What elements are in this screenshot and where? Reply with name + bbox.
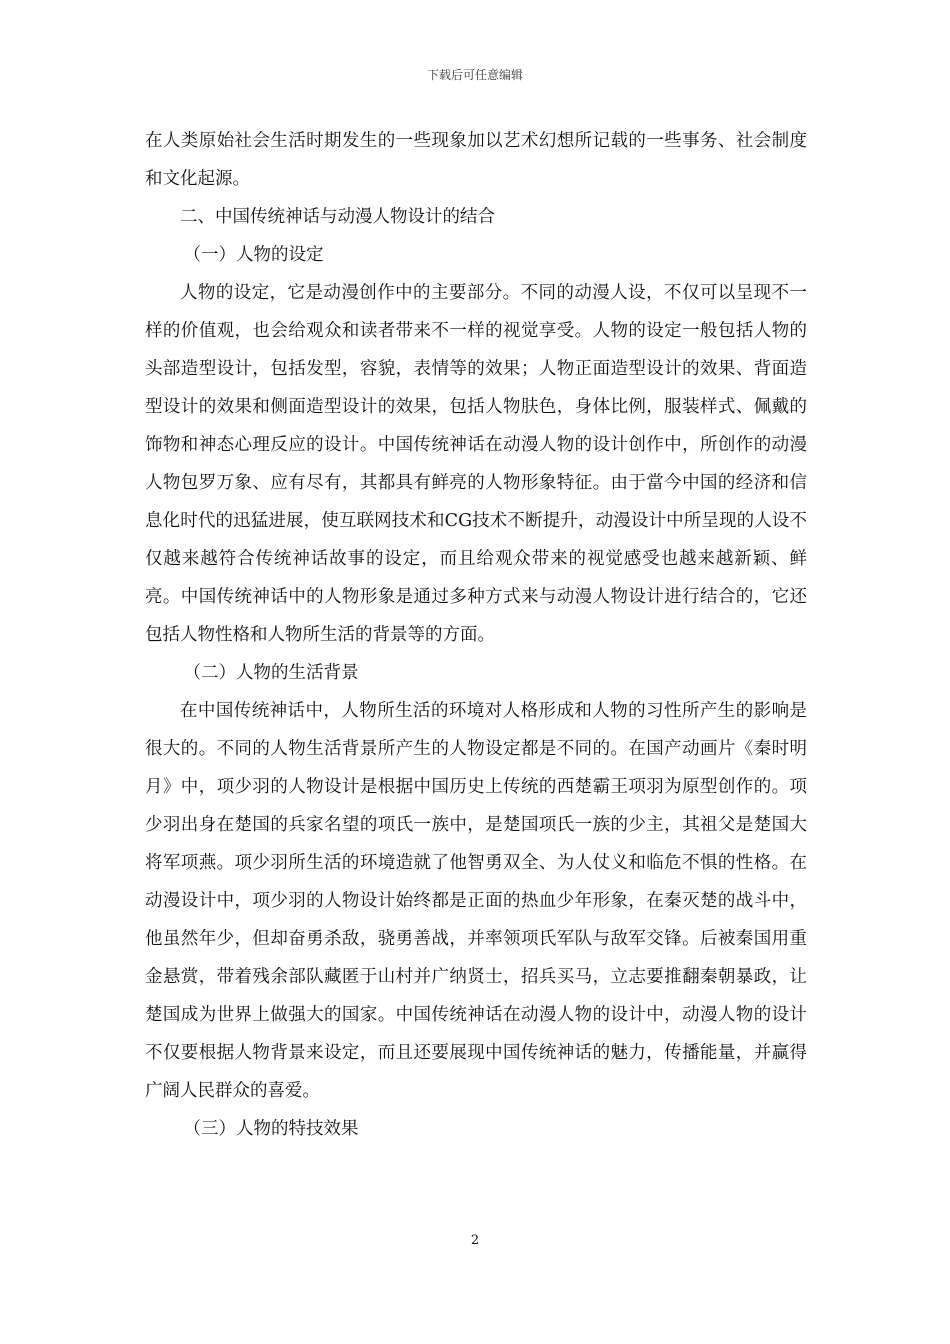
page-number: 2 (470, 1233, 480, 1248)
paragraph-character-setting: 人物的设定，它是动漫创作中的主要部分。不同的动漫人设，不仅可以呈现不一样的价值观，也会给观众和读者带来不一样的视觉享受。人物的设定一般包括人物的头部造型设计，包括发型，容貌，表情等的效果；人物正面造型设计的效果、背面造型设计的效果和侧面造型设计的效果，包括人物肤色，身体比例，服装样式、佩戴的饰物和神态心理反应的设计。中国传统神话在动漫人物的设计创作中，所创作的动漫人物包罗万象、应有尽有，其都具有鲜亮的人物形象特征。由于當今中国的经济和信息化时代的迅猛进展，使互联网技术和CG技术不断提升，动漫设计中所呈现的人设不仅越来越符合传统神话故事的设定，而且给观众带来的视觉感受也越来越新颖、鲜亮。中国传统神话中的人物形象是通过多种方式来与动漫人物设计进行结合的，它还包括人物性格和人物所生活的背景等的方面。 (145, 283, 807, 645)
paragraph-living-background: 在中国传统神话中，人物所生活的环境对人格形成和人物的习性所产生的影响是很大的。不同的人物生活背景所产生的人物设定都是不同的。在国产动画片《秦时明月》中，项少羽的人物设计是根据中国历史上传统的西楚霸王项羽为原型创作的。项少羽出身在楚国的兵家名望的项氏一族中，是楚国项氏一族的少主，其祖父是楚国大将军项燕。项少羽所生活的环境造就了他智勇双全、为人仗义和临危不惧的性格。在动漫设计中，项少羽的人物设计始终都是正面的热血少年形象，在秦灭楚的战斗中，他虽然年少，但却奋勇杀敌，骁勇善战，并率领项氏军队与敌军交锋。后被秦国用重金悬赏，带着残余部队藏匿于山村并广纳贤士，招兵买马，立志要推翻秦朝暴政，让楚国成为世界上做强大的国家。中国传统神话在动漫人物的设计中，动漫人物的设计不仅要根据人物背景来设定，而且还要展现中国传统神话的魅力，传播能量，并赢得广阔人民群众的喜爱。 (145, 701, 807, 1101)
section-heading: 二、中国传统神话与动漫人物设计的结合 (180, 207, 495, 227)
page-header: 下载后可任意编辑 (426, 68, 523, 82)
paragraph-intro: 在人类原始社会生活时期发生的一些现象加以艺术幻想所记载的一些事务、社会制度和文化起源。 (145, 131, 807, 189)
document-body (145, 122, 807, 1148)
subsection-heading-1: （一）人物的设定 (183, 245, 324, 265)
subsection-heading-3: （三）人物的特技效果 (183, 1119, 359, 1139)
subsection-heading-2: （二）人物的生活背景 (183, 663, 359, 683)
